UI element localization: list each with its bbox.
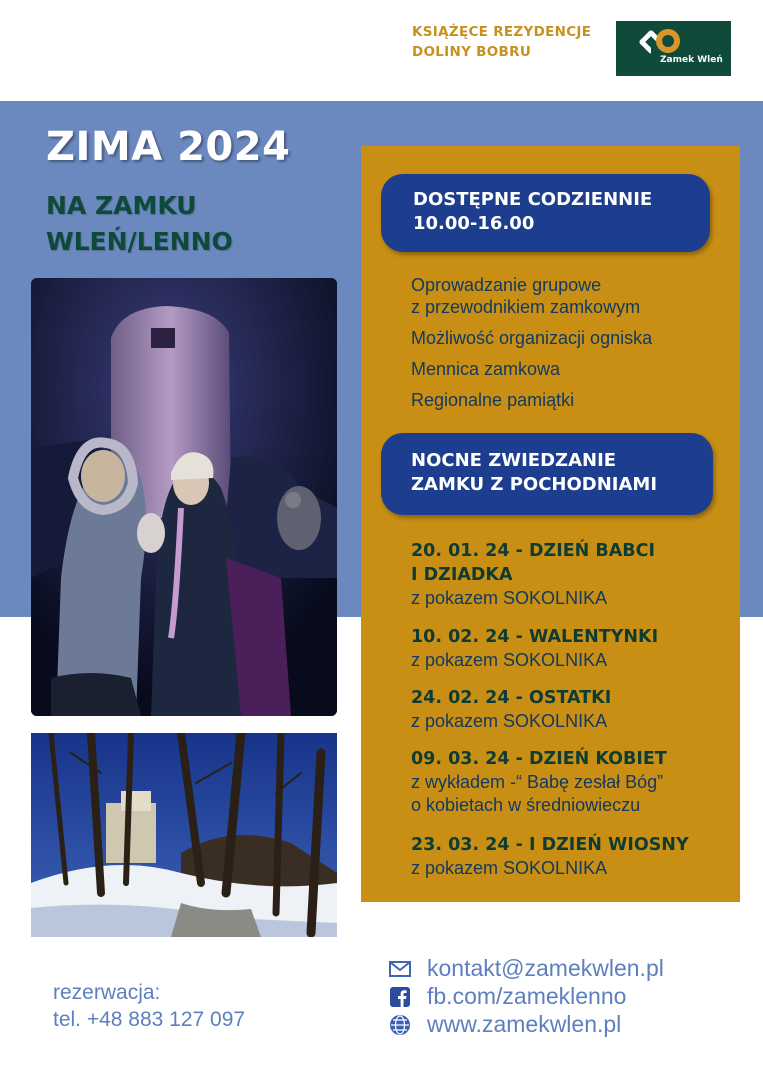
- winter-castle-photo: [31, 733, 337, 937]
- brand-line-1: KSIĄŻĘCE REZYDENCJE: [412, 24, 592, 40]
- event-item: [411, 686, 611, 733]
- daily-heading-line-1: DOSTĘPNE CODZIENNIE: [413, 189, 653, 210]
- night-castle-photo: [31, 278, 337, 716]
- feature-item: Mennica zamkowa: [411, 359, 561, 379]
- facebook-link[interactable]: fb.com/zameklenno: [427, 983, 627, 1009]
- event-item: [411, 539, 655, 610]
- daily-features-list: [411, 274, 652, 420]
- event-description: z wykładem -“ Babę zesłał Bóg”: [411, 772, 664, 792]
- logo-text: Zamek Wleń: [660, 55, 723, 65]
- event-title: 23. 03. 24 - I DZIEŃ WIOSNY: [411, 835, 689, 855]
- website-link[interactable]: www.zamekwlen.pl: [427, 1011, 622, 1037]
- event-item: [411, 747, 667, 817]
- feature-item-line-1: Oprowadzanie grupowe: [411, 275, 602, 295]
- night-heading-line-1: NOCNE ZWIEDZANIE: [411, 450, 617, 471]
- event-description: z pokazem SOKOLNIKA: [411, 858, 608, 878]
- event-description-line-2: o kobietach w średniowieczu: [411, 795, 641, 815]
- event-title: 20. 01. 24 - DZIEŃ BABCI: [411, 541, 655, 561]
- subtitle-line-1: NA ZAMKU: [46, 191, 197, 220]
- night-castle-illustration: [31, 278, 337, 716]
- winter-castle-illustration: [31, 733, 337, 937]
- contact-email[interactable]: [389, 955, 664, 982]
- event-description: z pokazem SOKOLNIKA: [411, 650, 608, 670]
- brand-line-2: DOLINY BOBRU: [412, 44, 532, 60]
- page-subtitle: [46, 188, 233, 260]
- globe-icon: [389, 1014, 411, 1036]
- envelope-icon: [389, 958, 411, 980]
- reservation-label: rezerwacja:: [53, 981, 161, 1004]
- zamek-wlen-logo: [616, 21, 731, 76]
- event-item: [411, 833, 689, 880]
- subtitle-line-2: WLEŃ/LENNO: [46, 227, 233, 256]
- page-title: ZIMA 2024: [46, 124, 291, 170]
- event-title: 09. 03. 24 - DZIEŃ KOBIET: [411, 749, 667, 769]
- contact-facebook[interactable]: [389, 983, 626, 1010]
- night-heading-line-2: ZAMKU Z POCHODNIAMI: [411, 474, 658, 495]
- logo-ring-shape: [656, 29, 680, 53]
- brand-text: [412, 22, 591, 62]
- night-tour-heading: [381, 433, 713, 515]
- daily-hours: 10.00-16.00: [413, 213, 535, 234]
- event-title: 10. 02. 24 - WALENTYNKI: [411, 627, 659, 647]
- reservation-info: [53, 979, 245, 1033]
- event-title: 24. 02. 24 - OSTATKI: [411, 688, 612, 708]
- facebook-icon: [389, 986, 411, 1008]
- feature-item-line-2: z przewodnikiem zamkowym: [411, 297, 641, 317]
- feature-item: Regionalne pamiątki: [411, 390, 575, 410]
- event-title-line-2: I DZIADKA: [411, 565, 513, 585]
- contact-website[interactable]: [389, 1011, 621, 1038]
- event-item: [411, 625, 658, 672]
- feature-item: [411, 274, 652, 318]
- reservation-phone[interactable]: tel. +48 883 127 097: [53, 1008, 246, 1031]
- daily-heading: [381, 174, 710, 252]
- event-description: z pokazem SOKOLNIKA: [411, 711, 608, 731]
- email-link[interactable]: kontakt@zamekwlen.pl: [427, 955, 664, 981]
- feature-item: Możliwość organizacji ogniska: [411, 328, 653, 348]
- event-description: z pokazem SOKOLNIKA: [411, 588, 608, 608]
